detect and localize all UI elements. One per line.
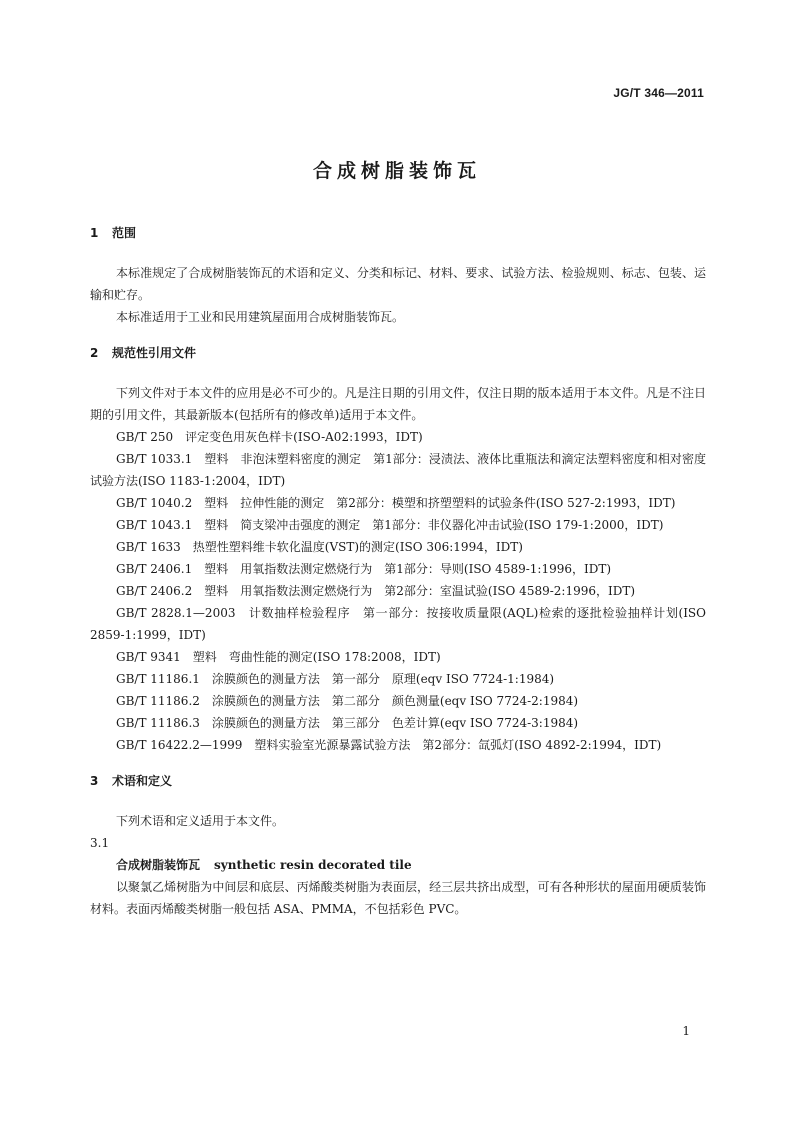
section-3-heading bbox=[90, 770, 706, 792]
standard-code: JG/T 346—2011 bbox=[613, 86, 704, 100]
term-entry bbox=[90, 854, 706, 876]
section-1-heading bbox=[90, 222, 706, 244]
reference-item: GB/T 1040.2 塑料 拉伸性能的测定 第2部分：模塑和挤塑塑料的试验条件(ISO 527-2:1993，IDT) bbox=[116, 496, 676, 510]
reference-item: GB/T 9341 塑料 弯曲性能的测定(ISO 178:2008，IDT) bbox=[116, 650, 441, 664]
reference-item: GB/T 11186.1 涂膜颜色的测量方法 第一部分 原理(eqv ISO 7724-1:1984) bbox=[116, 672, 555, 686]
section-title: 规范性引用文件 bbox=[112, 346, 197, 360]
reference-item: GB/T 1633 热塑性塑料维卡软化温度(VST)的测定(ISO 306:1994，IDT) bbox=[116, 540, 523, 554]
terms-intro: 下列术语和定义适用于本文件。 bbox=[116, 814, 285, 828]
reference-item: GB/T 250 评定变色用灰色样卡(ISO-A02:1993，IDT) bbox=[116, 430, 423, 444]
reference-item: GB/T 2406.1 塑料 用氧指数法测定燃烧行为 第1部分：导则(ISO 4589-1:1996，IDT) bbox=[116, 562, 612, 576]
section-number: 2 bbox=[90, 346, 99, 360]
term-english: synthetic resin decorated tile bbox=[214, 858, 412, 872]
reference-item: GB/T 2406.2 塑料 用氧指数法测定燃烧行为 第2部分：室温试验(ISO 4589-2:1996，IDT) bbox=[116, 584, 636, 598]
section-2-heading bbox=[90, 342, 706, 364]
term-chinese: 合成树脂装饰瓦 bbox=[116, 858, 201, 872]
references-intro: 下列文件对于本文件的应用是必不可少的。凡是注日期的引用文件，仅注日期的版本适用于本文件。凡是不注日期的引用文件，其最新版本(包括所有的修改单)适用于本文件。 bbox=[90, 386, 706, 422]
section-number: 1 bbox=[90, 226, 99, 240]
document-title: 合成树脂装饰瓦 bbox=[312, 160, 481, 182]
reference-item: GB/T 1033.1 塑料 非泡沫塑料密度的测定 第1部分：浸渍法、液体比重瓶法和滴定法塑料密度和相对密度试验方法(ISO 1183-1:2004，IDT) bbox=[90, 452, 706, 488]
scope-paragraph-1: 本标准规定了合成树脂装饰瓦的术语和定义、分类和标记、材料、要求、试验方法、检验规则、标志、包装、运输和贮存。 bbox=[90, 266, 706, 302]
clause-number: 3.1 bbox=[90, 836, 110, 850]
page-number: 1 bbox=[682, 1024, 690, 1038]
section-title: 范围 bbox=[112, 226, 137, 240]
document-body bbox=[90, 222, 706, 920]
scope-paragraph-2: 本标准适用于工业和民用建筑屋面用合成树脂装饰瓦。 bbox=[116, 310, 405, 324]
reference-item: GB/T 11186.3 涂膜颜色的测量方法 第三部分 色差计算(eqv ISO 7724-3:1984) bbox=[116, 716, 579, 730]
section-title: 术语和定义 bbox=[112, 774, 173, 788]
reference-item: GB/T 1043.1 塑料 简支梁冲击强度的测定 第1部分：非仪器化冲击试验(ISO 179-1:2000，IDT) bbox=[116, 518, 664, 532]
reference-item: GB/T 16422.2—1999 塑料实验室光源暴露试验方法 第2部分：氙弧灯(ISO 4892-2:1994，IDT) bbox=[116, 738, 662, 752]
section-number: 3 bbox=[90, 774, 99, 788]
term-definition: 以聚氯乙烯树脂为中间层和底层、丙烯酸类树脂为表面层，经三层共挤出成型，可有各种形状的屋面用硬质装饰材料。表面丙烯酸类树脂一般包括 ASA、PMMA，不包括彩色 PVC。 bbox=[90, 880, 706, 916]
reference-item: GB/T 2828.1—2003 计数抽样检验程序 第一部分：按接收质量限(AQL)检索的逐批检验抽样计划(ISO 2859-1:1999，IDT) bbox=[90, 606, 706, 642]
reference-item: GB/T 11186.2 涂膜颜色的测量方法 第二部分 颜色测量(eqv ISO 7724-2:1984) bbox=[116, 694, 579, 708]
